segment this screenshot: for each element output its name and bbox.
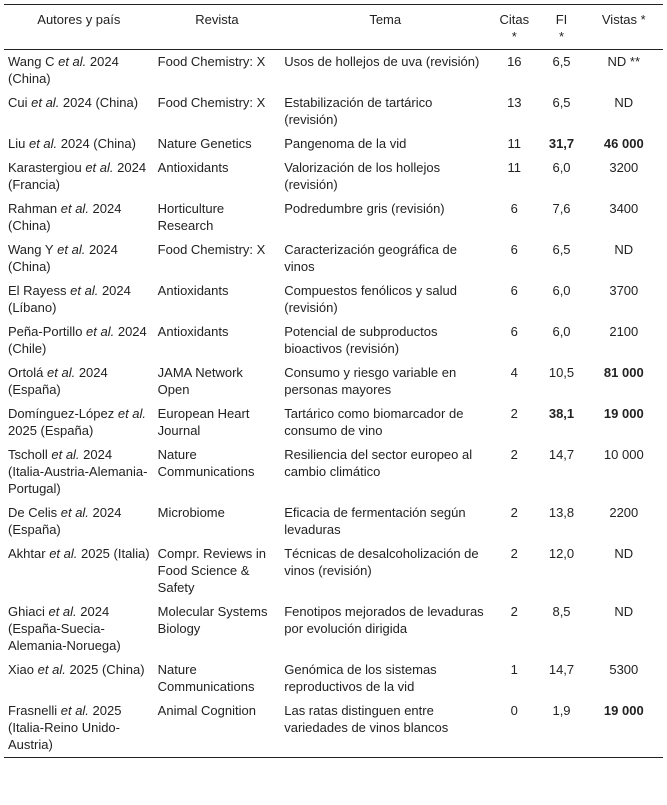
header-citations-mark: * (511, 29, 517, 44)
author-year-country: 2024 (China) (57, 136, 136, 151)
cell-views: ND ** (607, 54, 641, 69)
cell-authors (4, 320, 154, 361)
author-name: Frasnelli (8, 703, 58, 718)
cell-citations: 11 (507, 136, 522, 151)
table-row (4, 91, 663, 132)
cell-authors (4, 501, 154, 542)
cell-journal: JAMA Network Open (157, 365, 243, 397)
table-body (4, 50, 663, 758)
author-etal: et al. (114, 406, 147, 421)
author-name: Wang C (8, 54, 55, 69)
cell-journal: European Heart Journal (157, 406, 250, 438)
table-row (4, 542, 663, 600)
author-name: Karastergiou (8, 160, 82, 175)
cell-journal: Nature Communications (157, 447, 255, 479)
cell-citations: 0 (510, 703, 518, 718)
table-row (4, 658, 663, 699)
cell-citations: 6 (510, 201, 518, 216)
cell-citations: 2 (510, 447, 518, 462)
header-views: Vistas * (601, 12, 646, 27)
publications-table-container (4, 4, 663, 758)
cell-citations: 6 (510, 324, 518, 339)
author-name: Peña-Portillo (8, 324, 83, 339)
cell-topic: Las ratas distinguen entre variedades de vinos blancos (284, 703, 449, 735)
table-row (4, 361, 663, 402)
header-citations (490, 5, 538, 50)
author-name: De Celis (8, 505, 58, 520)
cell-journal: Compr. Reviews in Food Science & Safety (157, 546, 267, 595)
author-year-country: 2024 (España) (8, 365, 108, 397)
cell-journal: Microbiome (157, 505, 225, 520)
cell-impact-factor: 1,9 (552, 703, 571, 718)
cell-authors (4, 156, 154, 197)
author-etal: et al. (57, 201, 89, 216)
cell-topic: Tartárico como biomarcador de consumo de vino (284, 406, 464, 438)
author-year-country: 2024 (China) (59, 95, 139, 110)
cell-topic: Fenotipos mejorados de levaduras por evolución dirigida (284, 604, 484, 636)
cell-views: 3700 (609, 283, 639, 298)
cell-impact-factor: 14,7 (548, 447, 575, 462)
cell-topic: Consumo y riesgo variable en personas mayores (284, 365, 457, 397)
author-name: Domínguez-López (8, 406, 115, 421)
cell-citations: 2 (510, 546, 518, 561)
cell-topic: Podredumbre gris (revisión) (284, 201, 445, 216)
table-row (4, 501, 663, 542)
cell-journal: Food Chemistry: X (157, 242, 266, 257)
cell-authors (4, 197, 154, 238)
cell-views: 10 000 (603, 447, 644, 462)
cell-authors (4, 443, 154, 501)
header-journal: Revista (195, 12, 239, 27)
cell-journal: Animal Cognition (157, 703, 256, 718)
author-name: Ortolá (8, 365, 44, 380)
author-year-country: 2024 (Líbano) (8, 283, 131, 315)
cell-topic: Técnicas de desalcoholización de vinos (revisión) (284, 546, 479, 578)
author-etal: et al. (44, 604, 77, 619)
author-name: Wang Y (8, 242, 54, 257)
author-etal: et al. (45, 546, 78, 561)
cell-topic: Usos de hollejos de uva (revisión) (284, 54, 480, 69)
cell-impact-factor: 12,0 (548, 546, 575, 561)
author-name: Ghiaci (8, 604, 45, 619)
author-etal: et al. (47, 447, 80, 462)
cell-citations: 16 (507, 54, 522, 69)
cell-impact-factor: 10,5 (548, 365, 575, 380)
cell-views: 2100 (609, 324, 639, 339)
table-row (4, 156, 663, 197)
cell-views: 46 000 (603, 136, 644, 151)
cell-authors (4, 699, 154, 758)
cell-impact-factor: 8,5 (552, 604, 571, 619)
cell-views: 2200 (609, 505, 639, 520)
author-etal: et al. (27, 95, 60, 110)
cell-topic: Compuestos fenólicos y salud (revisión) (284, 283, 457, 315)
author-name: Liu (8, 136, 26, 151)
cell-journal: Molecular Systems Biology (157, 604, 268, 636)
author-etal: et al. (57, 505, 89, 520)
cell-topic: Genómica de los sistemas reproductivos de la vid (284, 662, 437, 694)
author-etal: et al. (53, 242, 86, 257)
publications-table (4, 4, 663, 758)
cell-impact-factor: 6,5 (552, 242, 571, 257)
cell-authors (4, 361, 154, 402)
author-etal: et al. (82, 324, 115, 339)
cell-impact-factor: 6,0 (552, 324, 571, 339)
author-year-country: 2024 (China) (8, 201, 122, 233)
header-topic: Tema (369, 12, 402, 27)
table-row (4, 699, 663, 758)
author-year-country: 2024 (España-Suecia-Alemania-Noruega) (8, 604, 121, 653)
cell-authors (4, 132, 154, 156)
author-year-country: 2025 (España) (8, 423, 94, 438)
header-fi-mark: * (558, 29, 565, 44)
cell-journal: Nature Genetics (157, 136, 252, 151)
author-etal: et al. (66, 283, 99, 298)
table-row (4, 238, 663, 279)
table-row (4, 132, 663, 156)
author-year-country: 2025 (Italia) (77, 546, 150, 561)
author-year-country: 2024 (China) (8, 242, 118, 274)
cell-authors (4, 600, 154, 658)
cell-journal: Food Chemistry: X (157, 54, 266, 69)
table-row (4, 197, 663, 238)
cell-citations: 6 (510, 242, 518, 257)
cell-topic: Resiliencia del sector europeo al cambio climático (284, 447, 473, 479)
table-row (4, 600, 663, 658)
cell-topic: Potencial de subproductos bioactivos (revisión) (284, 324, 438, 356)
cell-journal: Antioxidants (157, 160, 229, 175)
header-row (4, 5, 663, 50)
header-citations-label: Citas (499, 12, 530, 27)
table-header (4, 5, 663, 50)
author-name: Rahman (8, 201, 58, 216)
author-year-country: 2024 (Chile) (8, 324, 147, 356)
cell-topic: Caracterización geográfica de vinos (284, 242, 457, 274)
cell-views: ND (614, 604, 634, 619)
table-row (4, 402, 663, 443)
author-etal: et al. (25, 136, 58, 151)
table-row (4, 443, 663, 501)
author-year-country: 2025 (Italia-Reino Unido-Austria) (8, 703, 122, 752)
cell-views: ND (614, 546, 634, 561)
author-name: Cui (8, 95, 28, 110)
cell-citations: 6 (510, 283, 518, 298)
cell-impact-factor: 6,5 (552, 54, 571, 69)
cell-views: 81 000 (603, 365, 644, 380)
cell-topic: Pangenoma de la vid (284, 136, 407, 151)
header-authors: Autores y país (37, 12, 121, 27)
cell-authors (4, 658, 154, 699)
cell-views: ND (614, 95, 634, 110)
author-year-country: 2024 (Italia-Austria-Alemania-Portugal) (8, 447, 148, 496)
cell-impact-factor: 6,0 (552, 283, 571, 298)
cell-views: 3200 (609, 160, 639, 175)
cell-topic: Valorización de los hollejos (revisión) (284, 160, 441, 192)
header-fi-label: FI (555, 12, 568, 27)
cell-views: 3400 (609, 201, 639, 216)
cell-citations: 2 (510, 505, 518, 520)
cell-journal: Food Chemistry: X (157, 95, 266, 110)
cell-impact-factor: 14,7 (548, 662, 575, 677)
cell-authors (4, 238, 154, 279)
cell-authors (4, 542, 154, 600)
cell-journal: Antioxidants (157, 324, 229, 339)
table-row (4, 320, 663, 361)
author-name: Akhtar (8, 546, 46, 561)
author-name: El Rayess (8, 283, 67, 298)
table-row (4, 279, 663, 320)
cell-citations: 11 (507, 160, 522, 175)
cell-impact-factor: 13,8 (548, 505, 575, 520)
cell-journal: Nature Communications (157, 662, 255, 694)
author-name: Tscholl (8, 447, 48, 462)
table-row (4, 50, 663, 92)
cell-views: 19 000 (603, 703, 644, 718)
cell-views: ND (614, 242, 634, 257)
cell-impact-factor: 6,0 (552, 160, 571, 175)
author-etal: et al. (54, 54, 87, 69)
cell-citations: 13 (507, 95, 522, 110)
cell-authors (4, 402, 154, 443)
cell-citations: 1 (510, 662, 518, 677)
header-fi (538, 5, 584, 50)
cell-impact-factor: 7,6 (552, 201, 571, 216)
cell-authors (4, 91, 154, 132)
author-year-country: 2024 (China) (8, 54, 119, 86)
cell-impact-factor: 38,1 (548, 406, 575, 421)
cell-views: 5300 (609, 662, 639, 677)
cell-topic: Eficacia de fermentación según levaduras (284, 505, 466, 537)
author-etal: et al. (57, 703, 89, 718)
cell-topic: Estabilización de tartárico (revisión) (284, 95, 433, 127)
author-year-country: 2024 (Francia) (8, 160, 147, 192)
author-year-country: 2025 (China) (65, 662, 145, 677)
cell-impact-factor: 6,5 (552, 95, 571, 110)
author-etal: et al. (81, 160, 114, 175)
cell-authors (4, 50, 154, 92)
cell-views: 19 000 (603, 406, 644, 421)
cell-citations: 2 (510, 604, 518, 619)
cell-citations: 2 (510, 406, 518, 421)
author-etal: et al. (43, 365, 76, 380)
cell-impact-factor: 31,7 (548, 136, 575, 151)
author-name: Xiao (8, 662, 35, 677)
cell-journal: Antioxidants (157, 283, 229, 298)
cell-journal: Horticulture Research (157, 201, 225, 233)
author-year-country: 2024 (España) (8, 505, 122, 537)
author-etal: et al. (34, 662, 66, 677)
cell-citations: 4 (510, 365, 518, 380)
cell-authors (4, 279, 154, 320)
